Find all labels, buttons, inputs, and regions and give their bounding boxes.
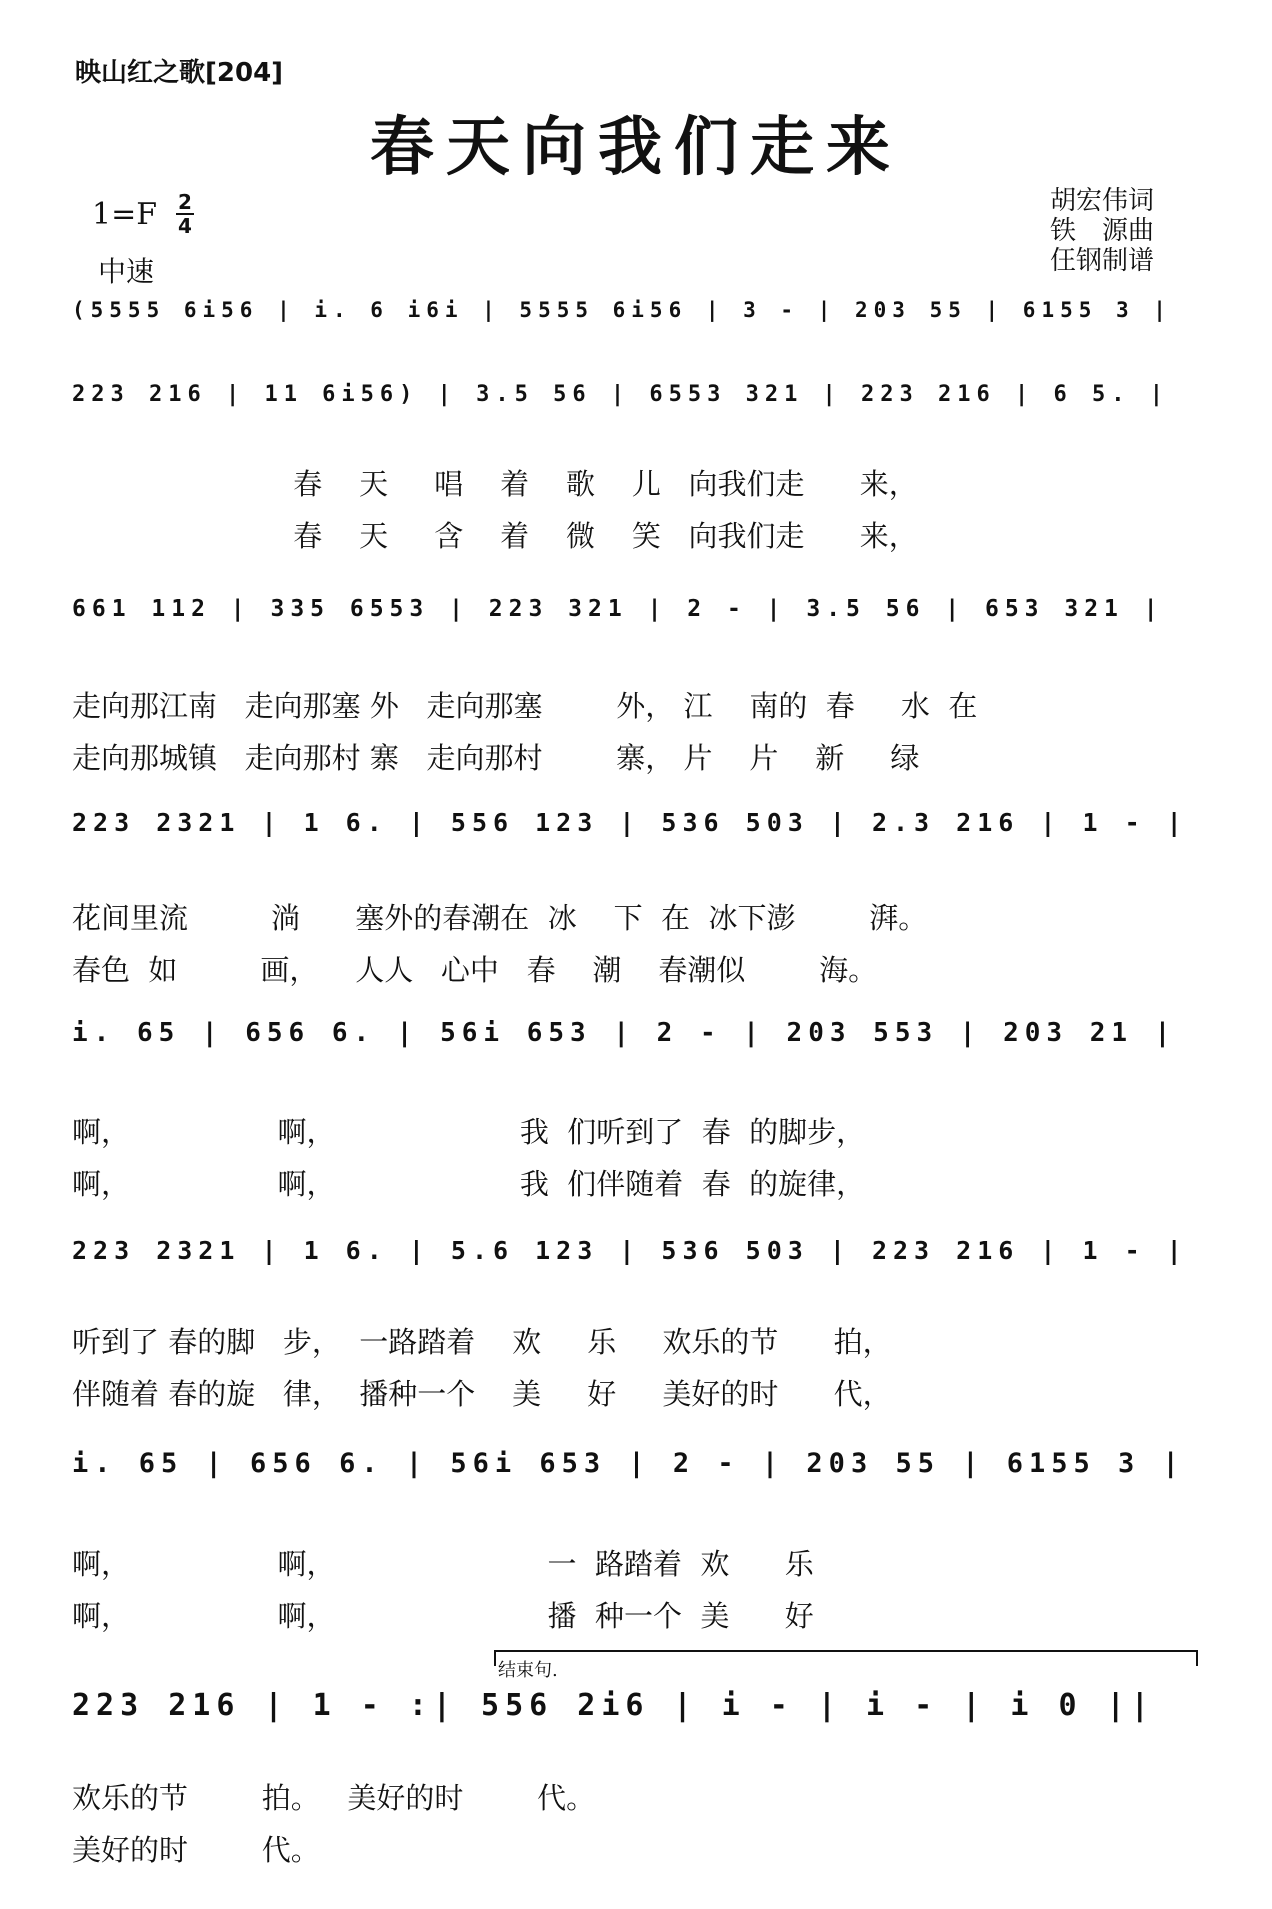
key-signature: 1=F: [92, 197, 158, 232]
score-line-5: [72, 1010, 1202, 1074]
lyric-verse-2: 啊， 啊， 我 们伴随着 春 的旋律，: [72, 1167, 866, 1201]
score-line-1: [72, 290, 1202, 354]
ending-bracket: [494, 1650, 1198, 1666]
notation: 223 2321 | 1 6. | 5.6 123 | 536 503 | 223 216 | 1 - |: [72, 1236, 1188, 1265]
lyric-verse-2: 伴随着 春的旋 律， 播种一个 美 好 美好的时 代，: [72, 1377, 892, 1411]
lyric-verse-1: 欢乐的节 拍。 美好的时 代。: [72, 1781, 596, 1815]
lyric-verse-1: 花间里流 淌 塞外的春潮在 冰 下 在 冰下澎 湃。: [72, 901, 928, 935]
lyric-verse-1: 啊， 啊， 我 们听到了 春 的脚步，: [72, 1115, 866, 1149]
notation: 223 216 | 11 6i56) | 3.5 56 | 6553 321 | 223 216 | 6 5. |: [72, 382, 1169, 407]
arranger-credit: 仼钢制谱: [1049, 246, 1154, 276]
score-line-3: [72, 588, 1202, 652]
lyric-verse-2: 啊， 啊， 播 种一个 美 好: [72, 1599, 814, 1633]
lyric-verse-2: 春色 如 画， 人人 心中 春 潮 春潮似 海。: [72, 953, 878, 987]
lyric-verse-1: 听到了 春的脚 步， 一路踏着 欢 乐 欢乐的节 拍，: [72, 1325, 892, 1359]
lyric-verse-2: 春 天 含 着 微 笑 向我们走 来，: [72, 519, 918, 553]
notation: i. 65 | 656 6. | 56i 653 | 2 - | 203 55 | 6155 3 |: [72, 1448, 1185, 1479]
notation: 223 2321 | 1 6. | 556 123 | 536 503 | 2.3 216 | 1 - |: [72, 808, 1188, 837]
lyricist-credit: 胡宏伟词: [1049, 186, 1154, 216]
tempo-marking: 中速: [98, 255, 155, 288]
notation: (5555 6i56 | i. 6 i6i | 5555 6i56 | 3 - | 203 55 | 6155 3 |: [72, 298, 1172, 322]
lyric-verse-2: 美好的时 代。: [72, 1833, 320, 1867]
lyric-verse-2: 走向那城镇 走向那村 寨 走向那村 寨， 片 片 新 绿: [72, 741, 920, 775]
time-signature: 2 4: [176, 192, 194, 236]
song-title: 春天向我们走来: [370, 110, 902, 185]
score-line-8: [72, 1680, 1202, 1744]
series-label: 映山红之歌[204]: [75, 58, 284, 88]
lyric-verse-1: 走向那江南 走向那塞 外 走向那塞 外， 江 南的 春 水 在: [72, 689, 978, 723]
notation: 223 216 | 1 - :| 556 2i6 | i - | i - | i 0 ||: [72, 1688, 1155, 1723]
notation: 661 112 | 335 6553 | 223 321 | 2 - | 3.5 56 | 653 321 |: [72, 596, 1164, 622]
lyric-verse-1: 春 天 唱 着 歌 儿 向我们走 来，: [72, 467, 918, 501]
composer-credit: 铁 源曲: [1049, 216, 1154, 246]
score-line-4: [72, 800, 1202, 864]
score-line-7: [72, 1440, 1202, 1504]
notation: i. 65 | 656 6. | 56i 653 | 2 - | 203 553 | 203 21 |: [72, 1018, 1177, 1048]
ending-label: 结束句.: [498, 1660, 558, 1681]
score-line-6: [72, 1228, 1202, 1292]
credits: [1050, 186, 1154, 276]
lyric-verse-1: 啊， 啊， 一 路踏着 欢 乐: [72, 1547, 814, 1581]
score-line-2: [72, 374, 1202, 438]
